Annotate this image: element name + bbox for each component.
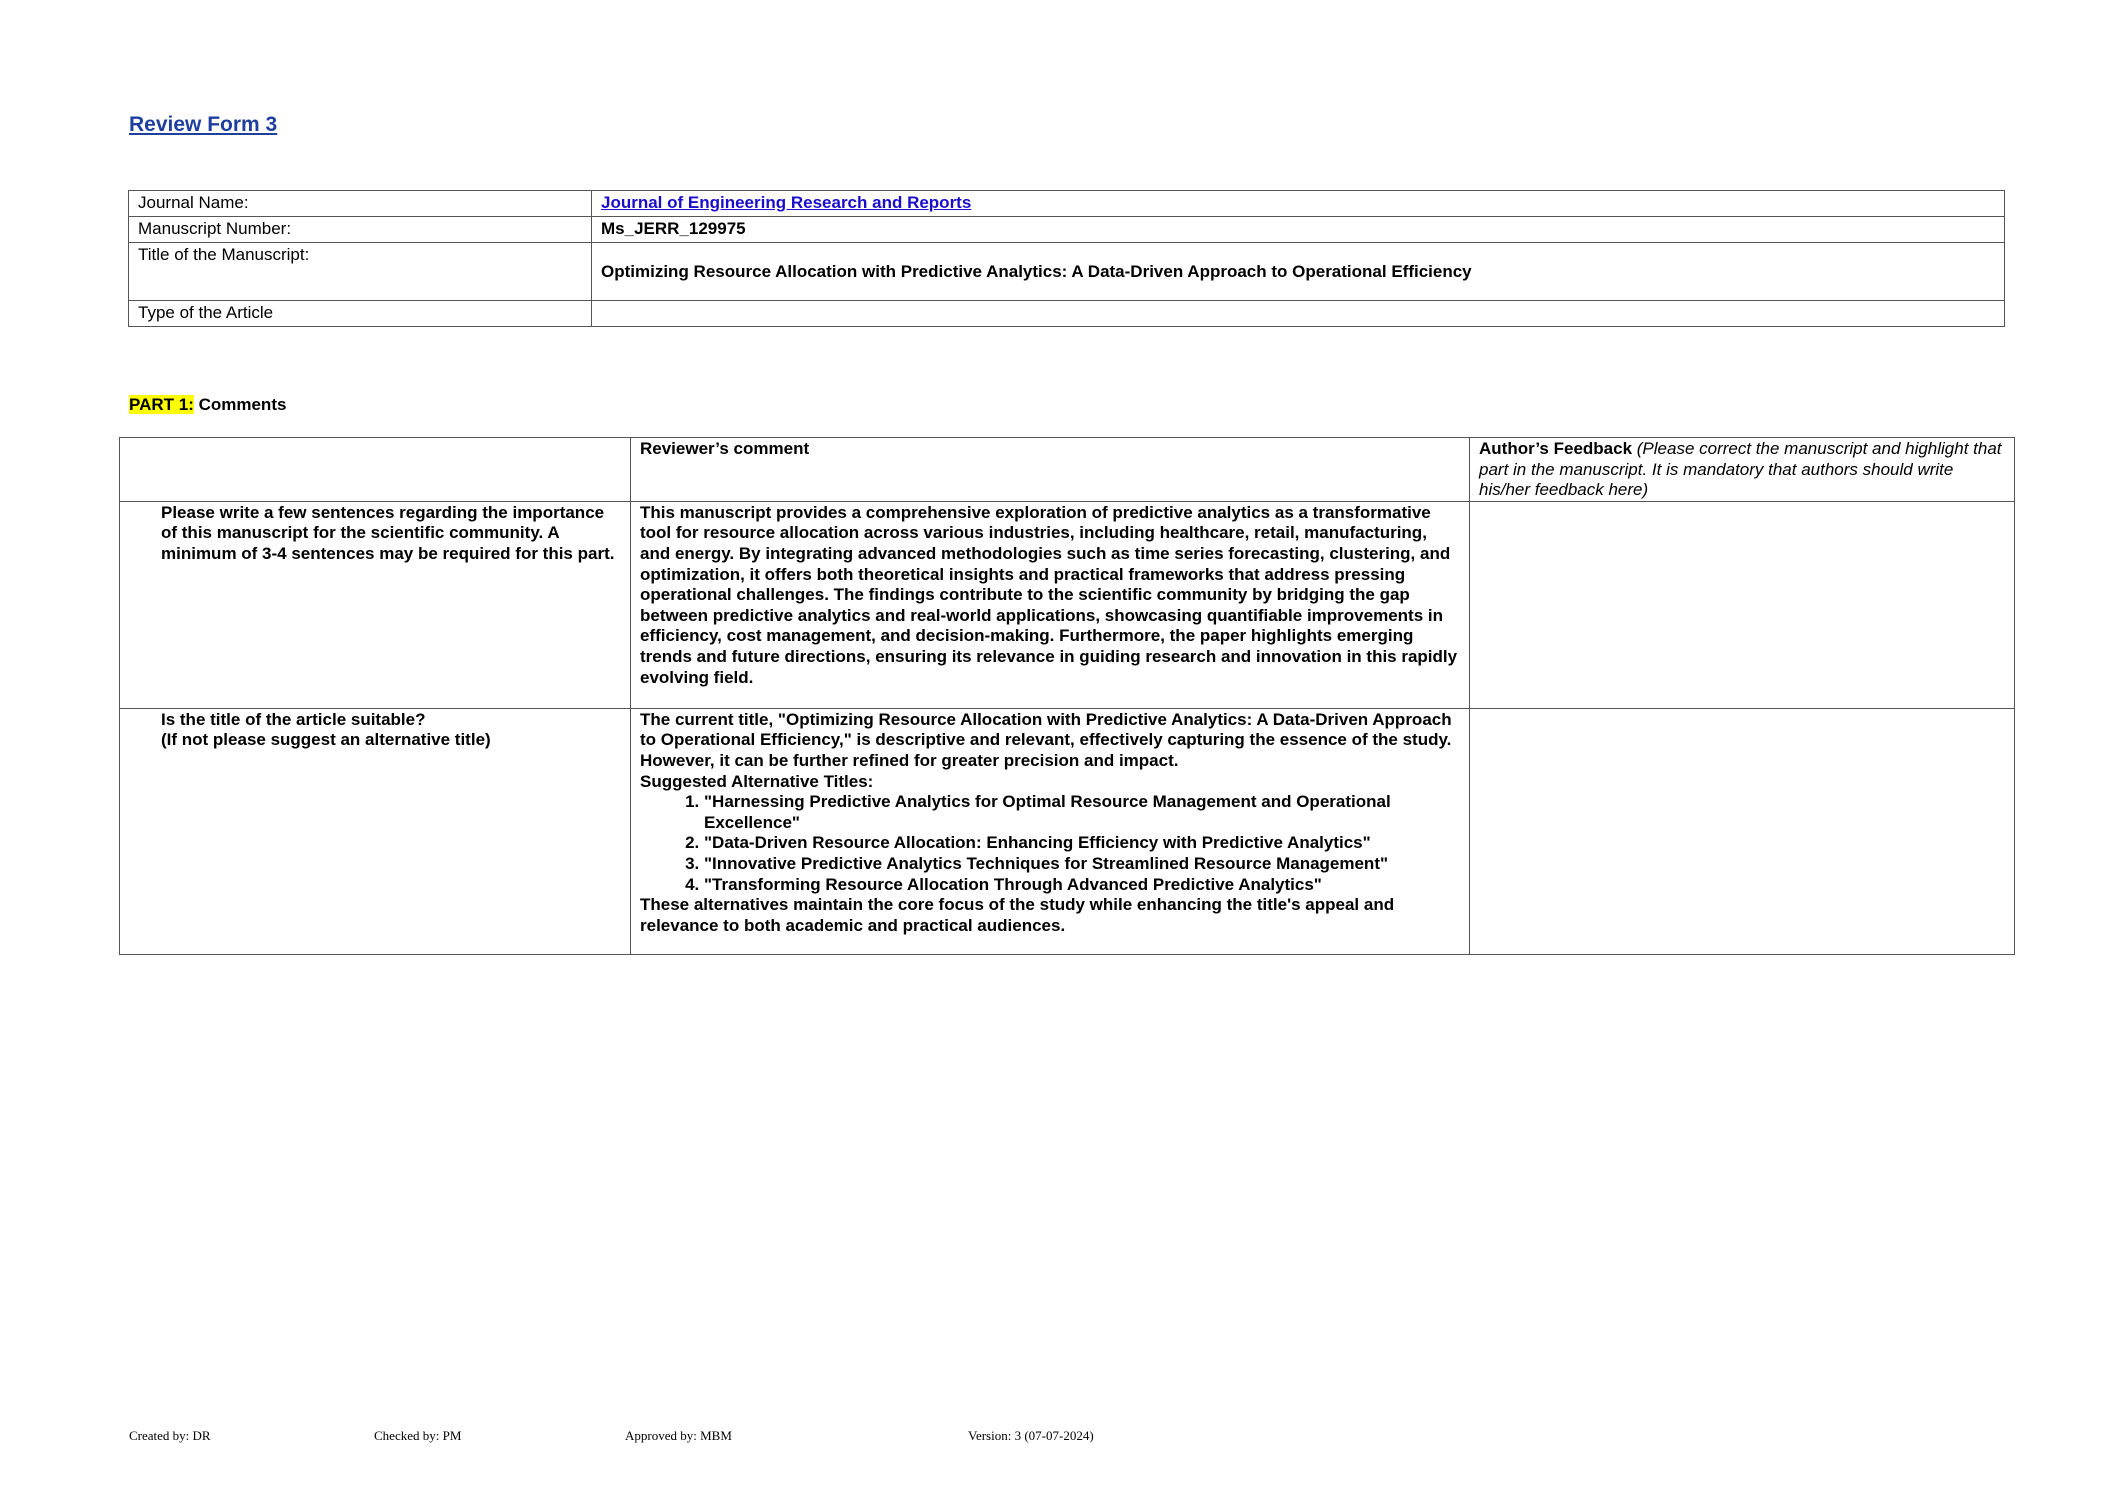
list-item: 1. "Harnessing Predictive Analytics for Optimal Resource Management and Operational Excellence" bbox=[704, 792, 1460, 833]
journal-value bbox=[592, 191, 2005, 217]
footer-approved-by: Approved by: MBM bbox=[625, 1428, 732, 1443]
table-row bbox=[129, 191, 2005, 217]
question-cell: Please write a few sentences regarding the importance of this manuscript for the scientific community. A minimum of 3-4 sentences may be required for this part. bbox=[120, 501, 631, 708]
question-cell bbox=[120, 708, 631, 955]
journal-label: Journal Name: bbox=[129, 191, 592, 217]
footer-version: Version: 3 (07-07-2024) bbox=[968, 1428, 1094, 1443]
author-feedback-instructions: (Please correct the manuscript and highlight that part in the manuscript. It is mandatory that authors should write his/her feedback here) bbox=[1479, 439, 2002, 500]
manuscript-number-label: Manuscript Number: bbox=[129, 217, 592, 243]
manuscript-info-table bbox=[128, 190, 2005, 327]
manuscript-title-label: Title of the Manuscript: bbox=[129, 243, 592, 301]
manuscript-number-value: Ms_JERR_129975 bbox=[592, 217, 2005, 243]
table-header-row bbox=[120, 438, 2015, 502]
reviewer-comment-cell bbox=[631, 708, 1470, 955]
footer-created-by: Created by: DR bbox=[129, 1428, 211, 1443]
list-item: 3. "Innovative Predictive Analytics Techniques for Streamlined Resource Management" bbox=[704, 854, 1460, 875]
article-type-label: Type of the Article bbox=[129, 301, 592, 327]
author-feedback-header bbox=[1470, 438, 2015, 502]
reviewer-comment-header: Reviewer’s comment bbox=[631, 438, 1470, 502]
list-item: 4. "Transforming Resource Allocation Through Advanced Predictive Analytics" bbox=[704, 875, 1460, 896]
table-row bbox=[129, 243, 2005, 301]
part-label: Comments bbox=[193, 395, 287, 414]
author-feedback-cell[interactable] bbox=[1470, 501, 2015, 708]
list-item: 2. "Data-Driven Resource Allocation: Enhancing Efficiency with Predictive Analytics" bbox=[704, 833, 1460, 854]
part-number: PART 1: bbox=[129, 395, 194, 414]
table-row bbox=[120, 708, 2015, 955]
journal-link[interactable]: Journal of Engineering Research and Reports bbox=[601, 193, 972, 212]
table-row bbox=[129, 301, 2005, 327]
table-row bbox=[129, 217, 2005, 243]
suggested-titles-list bbox=[640, 792, 1460, 895]
empty-header-cell bbox=[120, 438, 631, 502]
manuscript-title-value: Optimizing Resource Allocation with Predictive Analytics: A Data-Driven Approach to Operational Efficiency bbox=[592, 243, 2005, 301]
part-heading bbox=[129, 395, 286, 415]
question-line: Is the title of the article suitable? bbox=[161, 709, 426, 729]
article-type-value[interactable] bbox=[592, 301, 2005, 327]
author-feedback-cell[interactable] bbox=[1470, 708, 2015, 955]
reviewer-comment-cell: This manuscript provides a comprehensive exploration of predictive analytics as a transformative tool for resource allocation across various industries, including healthcare, retail, manufacturing, and energy. By integrating advanced methodologies such as time series forecasting, clustering, and optimization, it offers both theoretical insights and practical frameworks that address pressing operational challenges. The findings contribute to the scientific community by bridging the gap between predictive analytics and real-world applications, showcasing quantifiable improvements in efficiency, cost management, and decision-making. Furthermore, the paper highlights emerging trends and future directions, ensuring its relevance in guiding research and innovation in this rapidly evolving field. bbox=[631, 501, 1470, 708]
comment-outro: These alternatives maintain the core focus of the study while enhancing the title's appeal and relevance to both academic and practical audiences. bbox=[640, 895, 1395, 935]
footer-checked-by: Checked by: PM bbox=[374, 1428, 462, 1443]
author-feedback-title: Author’s Feedback bbox=[1479, 439, 1633, 458]
comments-table bbox=[119, 437, 2015, 955]
comment-intro: The current title, "Optimizing Resource Allocation with Predictive Analytics: A Data-Driven Approach to Operational Efficiency," is descriptive and relevant, effectively capturing the essence of the study. However, it can be further refined for greater precision and impact. bbox=[640, 709, 1452, 770]
table-row bbox=[120, 501, 2015, 708]
question-line: (If not please suggest an alternative title) bbox=[161, 730, 491, 750]
suggested-titles-label: Suggested Alternative Titles: bbox=[640, 771, 874, 791]
page-title[interactable]: Review Form 3 bbox=[129, 113, 278, 136]
